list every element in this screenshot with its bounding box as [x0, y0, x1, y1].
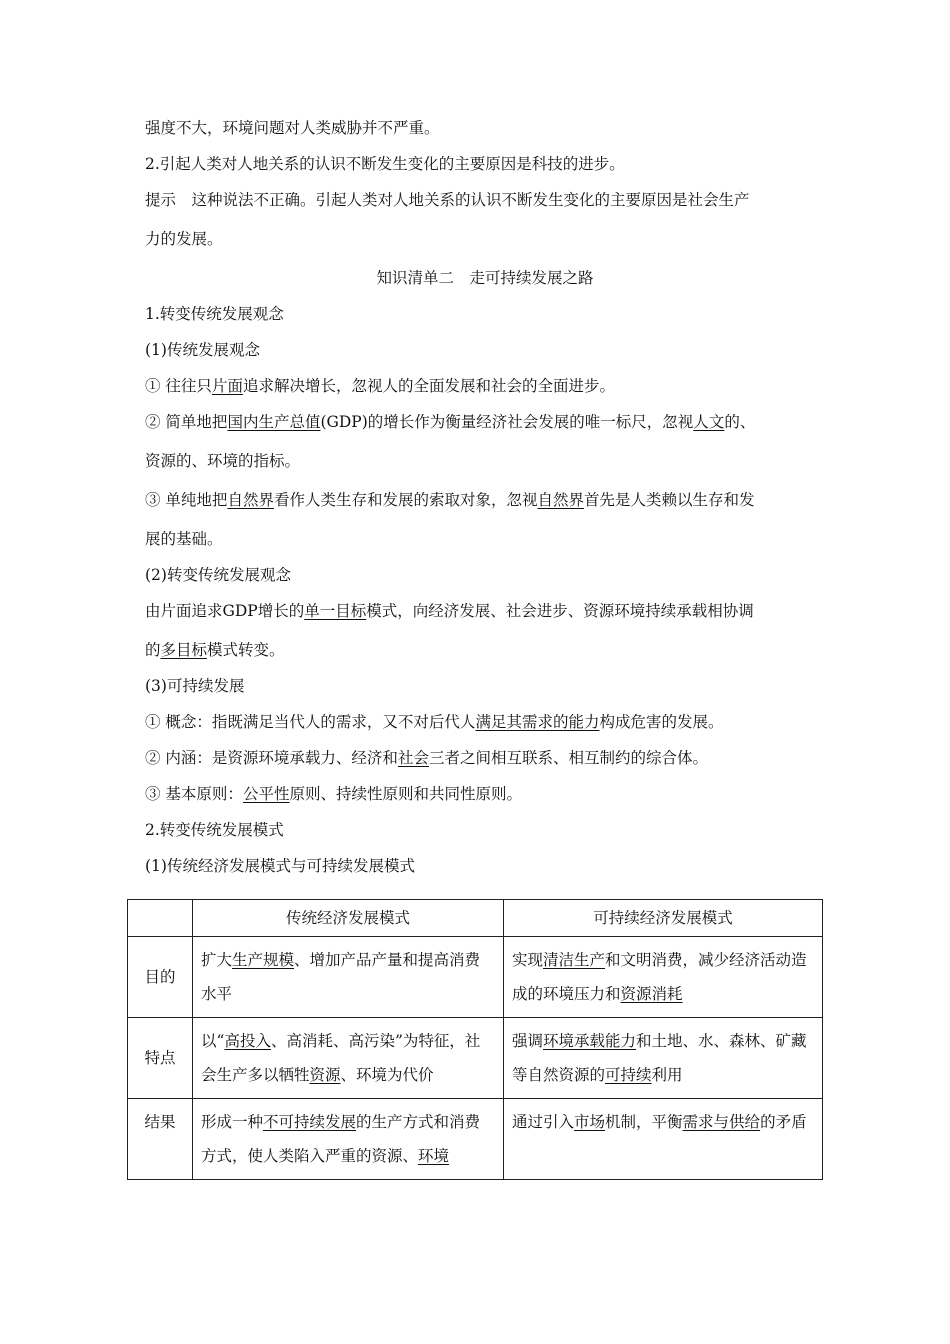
list-item: ③ 基本原则：公平性原则、持续性原则和共同性原则。: [145, 785, 522, 803]
paragraph: 由片面追求GDP增长的单一目标模式，向经济发展、社会进步、资源环境持续承载相协调: [145, 602, 754, 620]
heading-2: 2.转变传统发展模式: [145, 821, 284, 839]
list-item: ② 内涵：是资源环境承载力、经济和社会三者之间相互联系、相互制约的综合体。: [145, 749, 708, 767]
list-item: ① 往往只片面追求解决增长，忽视人的全面发展和社会的全面进步。: [145, 377, 615, 395]
subheading-1-3: (3)可持续发展: [145, 677, 245, 695]
row-label: 目的: [128, 937, 193, 1018]
row-label: 特点: [128, 1018, 193, 1099]
list-item-continued: 展的基础。: [145, 530, 223, 548]
hint: 提示 这种说法不正确。引起人类对人地关系的认识不断发生变化的主要原因是社会生产: [145, 191, 750, 209]
list-item-continued: 资源的、环境的指标。: [145, 452, 301, 470]
subheading-1-2: (2)转变传统发展观念: [145, 566, 291, 584]
paragraph: 强度不大，环境问题对人类威胁并不严重。: [145, 119, 440, 137]
list-item: ① 概念：指既满足当代人的需求，又不对后代人满足其需求的能力构成危害的发展。: [145, 713, 724, 731]
comparison-table: [127, 899, 823, 1180]
heading-1: 1.转变传统发展观念: [145, 305, 284, 323]
hint-continued: 力的发展。: [145, 230, 223, 248]
paragraph-continued: 的多目标模式转变。: [145, 641, 285, 659]
subheading-1-1: (1)传统发展观念: [145, 341, 260, 359]
list-item: ② 简单地把国内生产总值(GDP)的增长作为衡量经济社会发展的唯一标尺，忽视人文的、: [145, 413, 756, 431]
header-traditional: 传统经济发展模式: [193, 900, 504, 937]
header-empty-cell: [128, 900, 193, 937]
table-cell: 扩大生产规模、增加产品产量和提高消费水平: [193, 937, 504, 1018]
subheading-2-1: (1)传统经济发展模式与可持续发展模式: [145, 857, 415, 875]
section-title: 知识清单二 走可持续发展之路: [376, 269, 594, 287]
table-row: [128, 1099, 823, 1180]
list-item: ③ 单纯地把自然界看作人类生存和发展的索取对象，忽视自然界首先是人类赖以生存和发: [145, 491, 755, 509]
question: 2.引起人类对人地关系的认识不断发生变化的主要原因是科技的进步。: [145, 155, 625, 173]
table-cell: 实现清洁生产和文明消费，减少经济活动造成的环境压力和资源消耗: [504, 937, 823, 1018]
table-cell: 强调环境承载能力和土地、水、森林、矿藏等自然资源的可持续利用: [504, 1018, 823, 1099]
row-label: 结果: [128, 1099, 193, 1180]
document-body: [145, 118, 825, 876]
table-header-row: [128, 900, 823, 937]
header-sustainable: 可持续经济发展模式: [504, 900, 823, 937]
table-row: [128, 937, 823, 1018]
table-cell: 通过引入市场机制，平衡需求与供给的矛盾: [504, 1099, 823, 1180]
table-row: [128, 1018, 823, 1099]
table-cell: 以“高投入、高消耗、高污染”为特征，社会生产多以牺牲资源、环境为代价: [193, 1018, 504, 1099]
table-cell: 形成一种不可持续发展的生产方式和消费方式，使人类陷入严重的资源、环境: [193, 1099, 504, 1180]
